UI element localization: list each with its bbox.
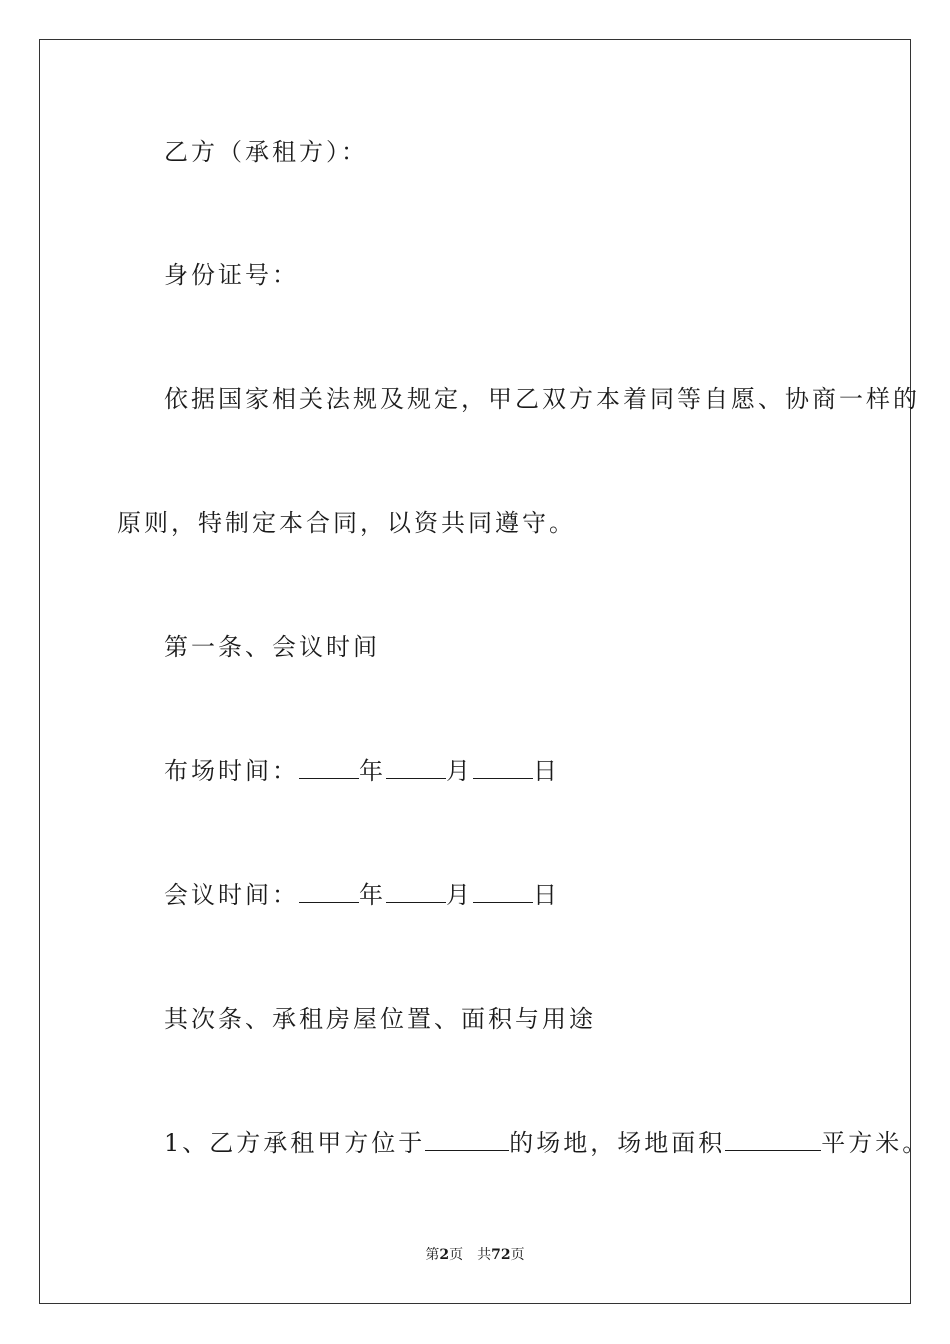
page-prefix: 第 (425, 1247, 440, 1263)
meeting-month-unit: 月 (446, 881, 473, 909)
meeting-day-unit: 日 (533, 881, 560, 909)
clause-1-part-1: 1、乙方承租甲方位于 (164, 1129, 426, 1157)
article-1-heading: 第一条、会议时间 (164, 633, 380, 661)
setup-day-unit: 日 (533, 757, 560, 785)
location-blank (425, 1128, 509, 1151)
setup-month-unit: 月 (446, 757, 473, 785)
setup-time-label: 布场时间： (164, 757, 299, 785)
meeting-day-blank (473, 880, 533, 903)
preamble-line-1: 依据国家相关法规及规定，甲乙双方本着同等自愿、协商一样的 (164, 385, 920, 413)
clause-1-line (164, 1128, 929, 1158)
id-number-label: 身份证号： (164, 261, 299, 289)
meeting-year-unit: 年 (359, 881, 386, 909)
setup-time-line (164, 756, 560, 786)
setup-year-unit: 年 (359, 757, 386, 785)
page-number: 2 (439, 1247, 450, 1263)
setup-year-blank (299, 756, 359, 779)
page-footer (0, 1246, 950, 1264)
meeting-time-label: 会议时间： (164, 881, 299, 909)
total-suffix: 页 (510, 1247, 525, 1263)
article-2-heading: 其次条、承租房屋位置、面积与用途 (164, 1005, 596, 1033)
total-prefix: 共 (477, 1247, 492, 1263)
meeting-year-blank (299, 880, 359, 903)
area-blank (725, 1128, 821, 1151)
clause-1-part-3: 平方米。 (821, 1129, 930, 1157)
meeting-time-line (164, 880, 560, 910)
setup-day-blank (473, 756, 533, 779)
setup-month-blank (386, 756, 446, 779)
page-suffix: 页 (449, 1247, 464, 1263)
meeting-month-blank (386, 880, 446, 903)
total-pages: 72 (491, 1247, 511, 1263)
preamble-line-2: 原则，特制定本合同，以资共同遵守。 (117, 509, 576, 537)
page-frame (39, 39, 911, 1304)
party-b-label: 乙方（承租方）： (164, 138, 368, 166)
clause-1-part-2: 的场地，场地面积 (509, 1129, 726, 1157)
